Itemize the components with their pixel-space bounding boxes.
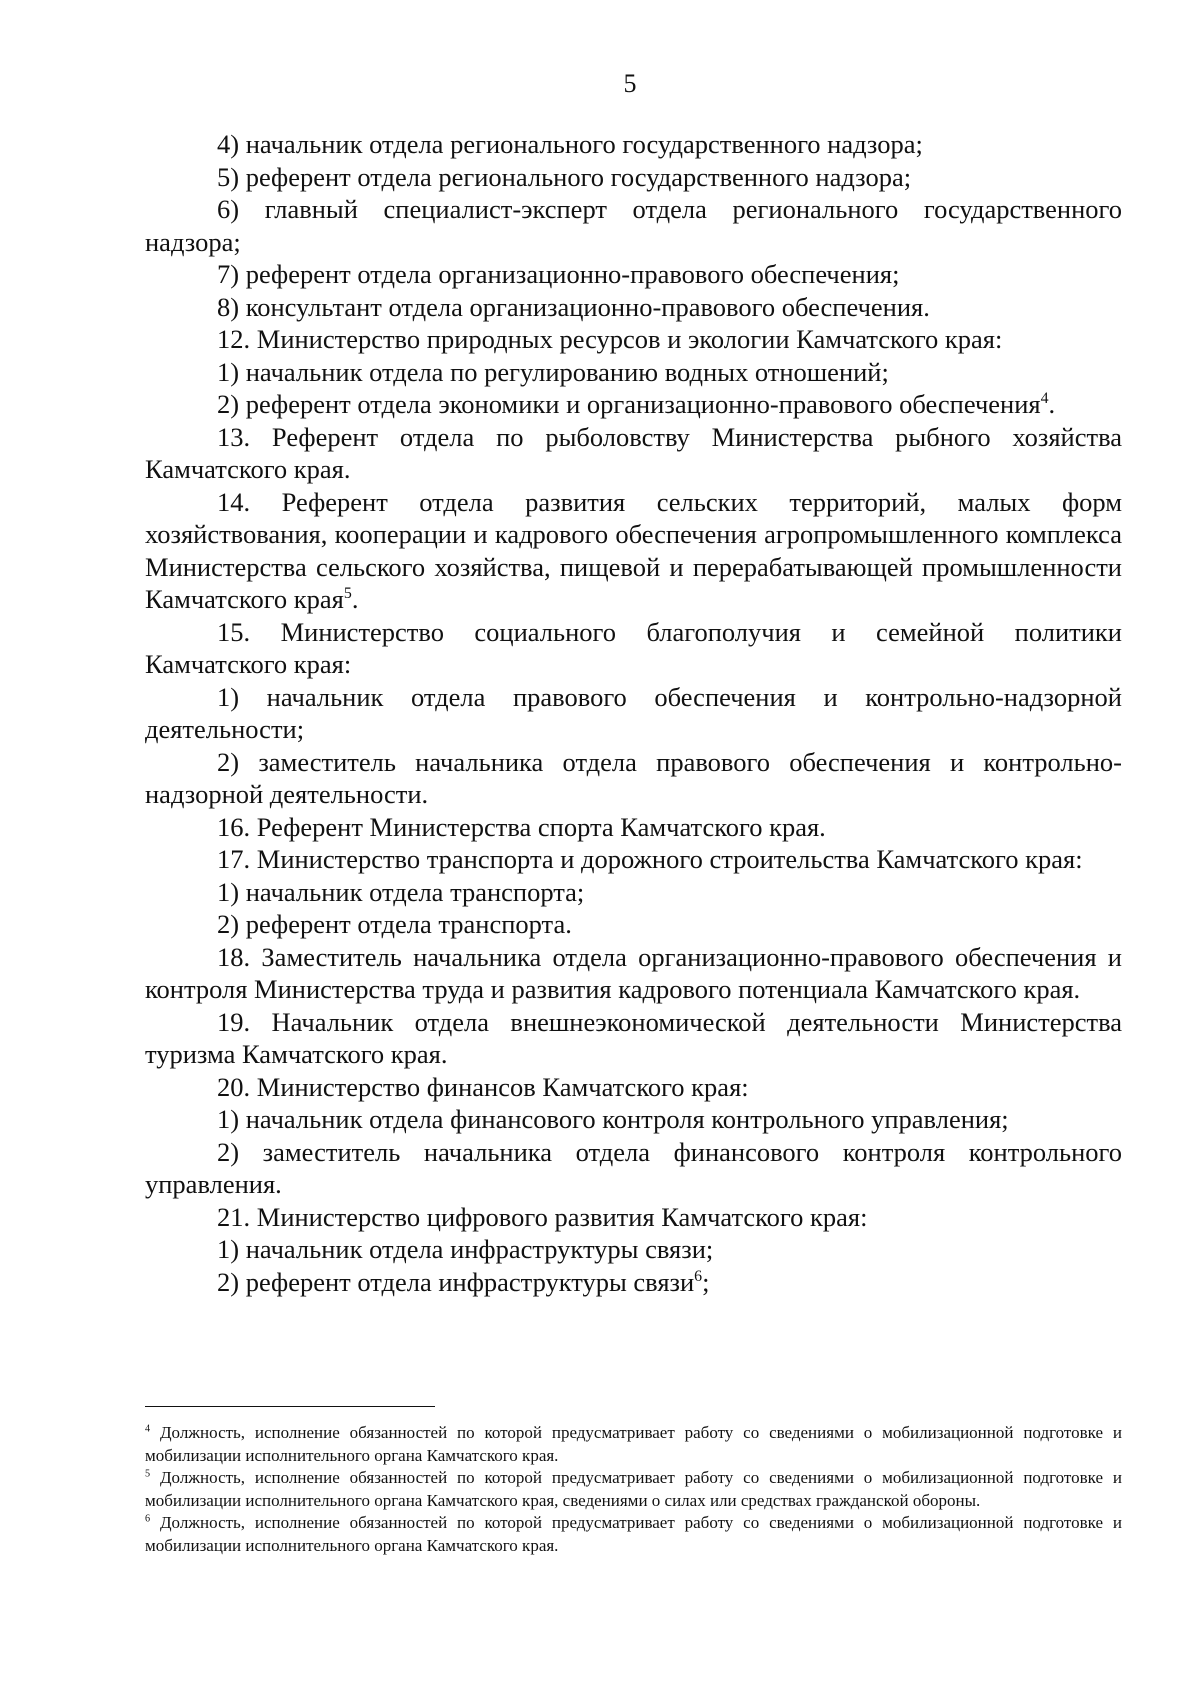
section-12-item-1: 1) начальник отдела по регулированию водных отношений;: [217, 356, 889, 387]
section-12: 12. Министерство природных ресурсов и экологии Камчатского края:: [217, 324, 1003, 354]
footnote-ref-5: 5: [343, 585, 352, 603]
section-19: 19. Начальник отдела внешнеэкономической деятельности Министерства туризма Камчатского края.: [145, 1006, 1122, 1069]
section-17-item-2: 2) референт отдела транспорта.: [217, 909, 572, 939]
section-21-item-2: 2) референт отдела инфраструктуры связи$^6$;: [217, 1266, 710, 1297]
footnotes: [145, 1422, 1122, 1557]
footnote-separator: [145, 1406, 435, 1407]
list-item-8: 8) консультант отдела организационно-правового обеспечения.: [217, 291, 930, 322]
section-20-item-2: 2) заместитель начальника отдела финансового контроля контрольного управления.: [145, 1136, 1122, 1199]
section-20: 20. Министерство финансов Камчатского края:: [217, 1071, 749, 1102]
section-14: 14. Референт отдела развития сельских территорий, малых форм хозяйствования, кооперации и кадрового обеспечения агропромышленного комплекса Министерства сельского хозяйства, пищевой и перерабатывающей промышленности Камчатского края$^5$.: [145, 486, 1122, 614]
section-17-item-1: 1) начальник отдела транспорта;: [217, 876, 585, 907]
list-item-5: 5) референт отдела регионального государственного надзора;: [217, 161, 912, 192]
footnote-6: $^6$ Должность, исполнение обязанностей по которой предусматривает работу со сведениями о мобилизационной подготовке и мобилизации исполнительного органа Камчатского края.: [145, 1513, 1122, 1555]
footnote-mark: 5: [145, 1468, 151, 1480]
section-15-item-1: 1) начальник отдела правового обеспечения и контрольно-надзорной деятельности;: [145, 681, 1122, 744]
footnote-4: $^4$ Должность, исполнение обязанностей по которой предусматривает работу со сведениями о мобилизационной подготовке и мобилизации исполнительного органа Камчатского края.: [145, 1423, 1122, 1465]
footnote-mark: 6: [145, 1513, 151, 1525]
list-item-4: 4) начальник отдела регионального государственного надзора;: [217, 129, 923, 159]
footnote-ref-4: 4: [1040, 390, 1049, 408]
section-15: 15. Министерство социального благополучия и семейной политики Камчатского края:: [145, 616, 1122, 679]
footnote-mark: 4: [145, 1423, 151, 1435]
list-item-6: 6) главный специалист-эксперт отдела регионального государственного надзора;: [145, 194, 1122, 257]
section-12-item-2: 2) референт отдела экономики и организационно-правового обеспечения$^4$.: [217, 389, 1056, 419]
section-13: 13. Референт отдела по рыболовству Министерства рыбного хозяйства Камчатского края.: [145, 421, 1122, 484]
section-17: 17. Министерство транспорта и дорожного строительства Камчатского края:: [217, 844, 1083, 874]
document-body: [145, 128, 1122, 1298]
footnote-5: $^5$ Должность, исполнение обязанностей по которой предусматривает работу со сведениями о мобилизационной подготовке и мобилизации исполнительного органа Камчатского края, сведениями о силах или средствах гражданской обороны.: [145, 1468, 1122, 1510]
section-18: 18. Заместитель начальника отдела организационно-правового обеспечения и контроля Министерства труда и развития кадрового потенциала Камчатского края.: [145, 941, 1122, 1004]
page-number: 5: [623, 69, 637, 98]
section-16: 16. Референт Министерства спорта Камчатского края.: [217, 811, 826, 842]
footnote-ref-6: 6: [694, 1267, 703, 1285]
list-item-7: 7) референт отдела организационно-правового обеспечения;: [217, 259, 900, 289]
section-15-item-2: 2) заместитель начальника отдела правового обеспечения и контрольно-надзорной деятельности.: [145, 746, 1122, 809]
section-20-item-1: 1) начальник отдела финансового контроля контрольного управления;: [217, 1104, 1009, 1134]
section-21: 21. Министерство цифрового развития Камчатского края:: [217, 1201, 868, 1232]
section-21-item-1: 1) начальник отдела инфраструктуры связи;: [217, 1234, 714, 1264]
